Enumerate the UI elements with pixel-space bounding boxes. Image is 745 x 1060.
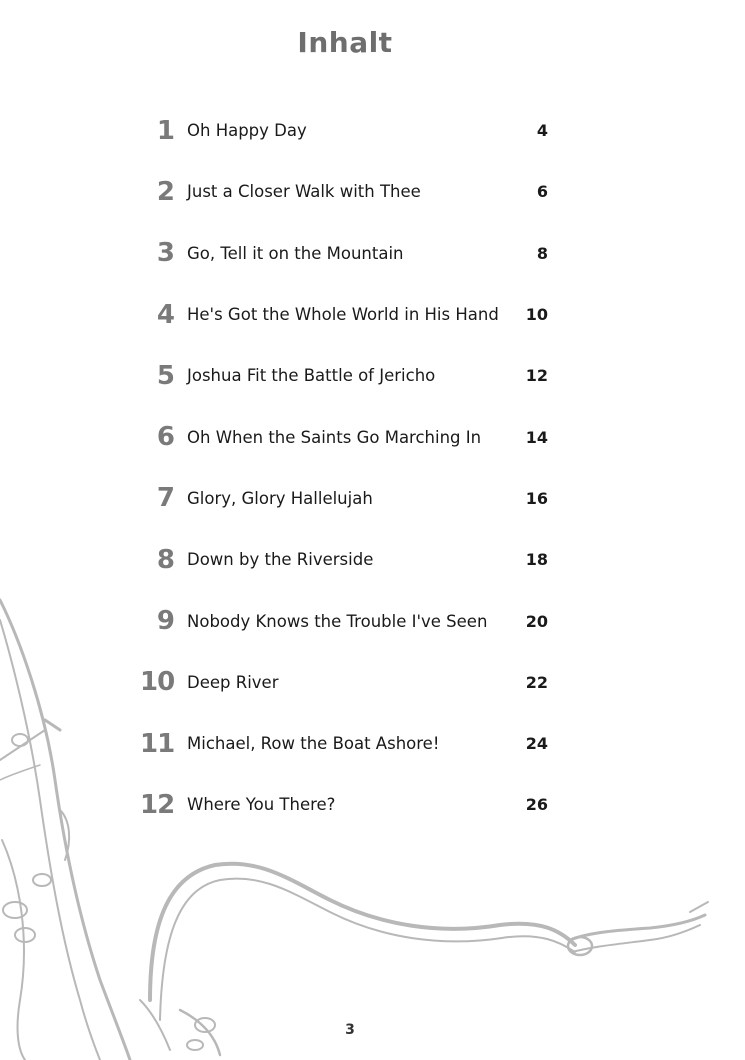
toc-entry-number: 4 bbox=[156, 299, 174, 330]
toc-entry-title: Nobody Knows the Trouble I've Seen bbox=[187, 611, 488, 631]
toc-entry-number: 7 bbox=[156, 483, 174, 514]
toc-entry[interactable] bbox=[140, 223, 560, 284]
toc-entry-number: 5 bbox=[156, 360, 174, 391]
toc-entry[interactable] bbox=[140, 713, 560, 774]
table-of-contents bbox=[140, 100, 560, 836]
toc-entry-title: Down by the Riverside bbox=[187, 550, 374, 570]
toc-entry-page: 14 bbox=[525, 427, 548, 447]
toc-entry-page: 12 bbox=[525, 366, 548, 386]
toc-entry[interactable] bbox=[140, 468, 560, 529]
toc-entry-page: 18 bbox=[525, 550, 548, 570]
toc-entry[interactable] bbox=[140, 161, 560, 222]
toc-entry[interactable] bbox=[140, 345, 560, 406]
page-title: Inhalt bbox=[297, 26, 393, 59]
toc-entry[interactable] bbox=[140, 774, 560, 835]
toc-entry-title: Oh Happy Day bbox=[187, 121, 307, 141]
toc-entry-title: Go, Tell it on the Mountain bbox=[187, 243, 404, 263]
toc-entry-title: Oh When the Saints Go Marching In bbox=[187, 427, 482, 447]
toc-entry[interactable] bbox=[140, 100, 560, 161]
toc-entry-number: 9 bbox=[156, 606, 174, 637]
toc-entry-page: 22 bbox=[525, 672, 548, 692]
toc-entry-page: 8 bbox=[536, 243, 548, 263]
toc-entry-title: Just a Closer Walk with Thee bbox=[187, 182, 421, 202]
toc-entry-number: 3 bbox=[156, 238, 174, 269]
toc-entry-number: 6 bbox=[156, 422, 174, 453]
toc-entry-title: Glory, Glory Hallelujah bbox=[187, 488, 373, 508]
toc-entry-number: 8 bbox=[156, 544, 174, 575]
toc-entry[interactable] bbox=[140, 529, 560, 590]
toc-entry-page: 26 bbox=[525, 795, 548, 815]
toc-entry[interactable] bbox=[140, 652, 560, 713]
toc-entry-number: 11 bbox=[140, 728, 175, 759]
toc-entry-title: He's Got the Whole World in His Hand bbox=[187, 305, 499, 325]
toc-entry-page: 4 bbox=[536, 121, 548, 141]
toc-entry[interactable] bbox=[140, 284, 560, 345]
toc-entry-page: 24 bbox=[525, 734, 548, 754]
toc-entry-page: 20 bbox=[525, 611, 548, 631]
toc-entry-title: Joshua Fit the Battle of Jericho bbox=[187, 366, 436, 386]
toc-entry-title: Deep River bbox=[187, 672, 279, 692]
toc-entry-title: Michael, Row the Boat Ashore! bbox=[187, 734, 440, 754]
toc-entry-number: 12 bbox=[140, 789, 175, 820]
toc-entry[interactable] bbox=[140, 590, 560, 651]
toc-entry-page: 10 bbox=[525, 305, 548, 325]
page-number: 3 bbox=[345, 1022, 355, 1038]
toc-entry-page: 6 bbox=[536, 182, 548, 202]
toc-entry-page: 16 bbox=[525, 488, 548, 508]
toc-entry-number: 2 bbox=[156, 176, 174, 207]
toc-entry-number: 10 bbox=[140, 667, 175, 698]
toc-entry-number: 1 bbox=[156, 115, 174, 146]
toc-entry-title: Where You There? bbox=[187, 795, 336, 815]
toc-entry[interactable] bbox=[140, 406, 560, 467]
